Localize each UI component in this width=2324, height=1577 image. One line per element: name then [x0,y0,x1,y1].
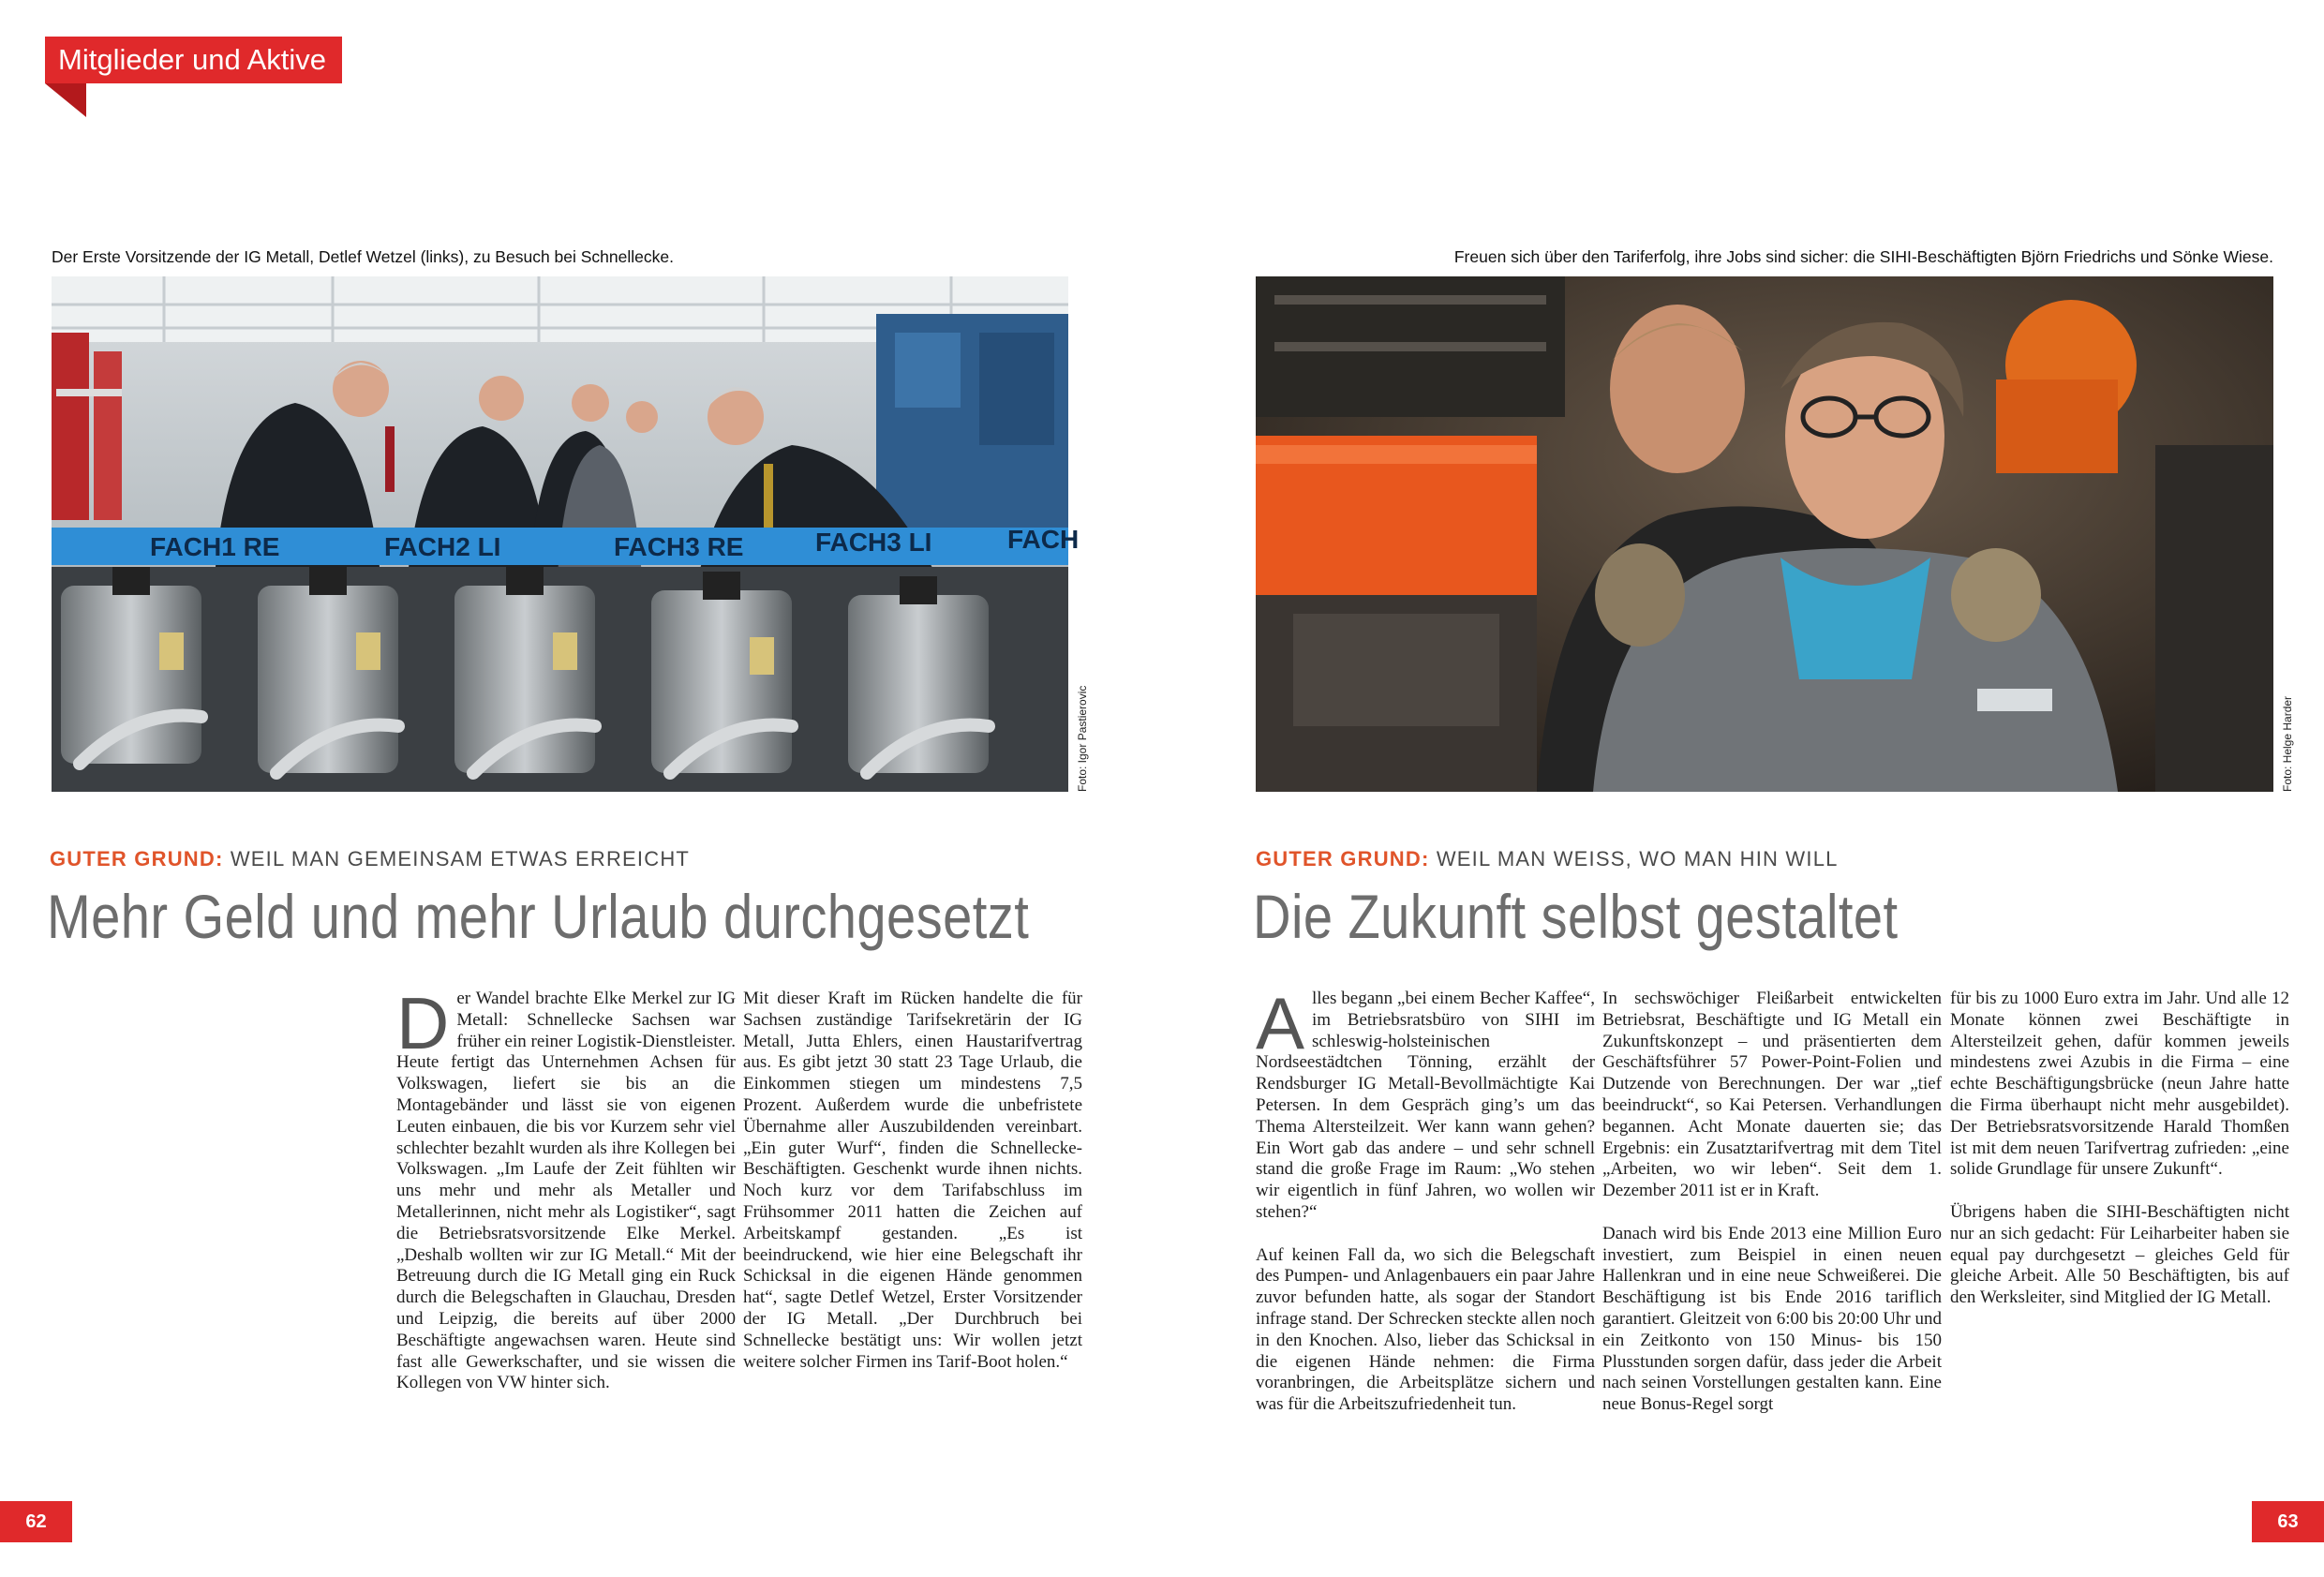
dropcap-left: D [396,982,450,1064]
page-number-right: 63 [2252,1501,2324,1542]
article-left-column-1 [396,982,736,1394]
photo-factory-visit [52,276,1080,792]
section-tag-fold [45,83,86,117]
photo-credit-left: Foto: Igor Pastierovic [1076,685,1089,792]
article-right-text-3b: Übrigens haben die SIHI-Beschäftigten nicht nur an sich gedacht: Für Leiharbeiter haben sie equal pay durchgesetzt – gleiches Geld für gleiche Arbeit. Alle 50 Beschäftigten, bis auf den Werksleiter, sind Mitglied der IG Metall. [1950,1201,2289,1308]
article-right-text-3a: für bis zu 1000 Euro extra im Jahr. Und alle 12 Monate können zwei Beschäftigte in Altersteilzeit gehen, dafür kommen jeweils mindestens zwei Azubis in die Firma – eine echte Beschäftigungsbrücke (neun Jahre hatte die Firma überhaupt nicht mehr ausgebildet). Der Betriebsratsvorsitzende Harald Thomßen ist mit dem neuen Tarifvertrag zufrieden: „eine solide Grundlage für unsere Zukunft“. [1950,989,2289,1180]
article-right-text-2a: In sechswöchiger Fleißarbeit entwickelten Betriebsrat, Beschäftigte und IG Metall ein Zukunftskonzept – und präsentierten dem Geschäftsführer 57 Power-Point-Folien und Dutzende von Berechnungen. Der war „tief beeindruckt“, so Kai Petersen. Verhandlungen begannen. Acht Monate dauerten sie; das Ergebnis: ein Zusatztarifvertrag mit dem Titel „Arbeiten, wo wir leben“. Seit dem 1. Dezember 2011 ist er in Kraft. [1602,989,1942,1201]
tape-label-3: FACH3 RE [614,532,744,561]
article-right-text-1b: Auf keinen Fall da, wo sich die Belegschaft des Pumpen- und Anlagenbauers ein paar Jahre zuvor befunden hatte, als sogar der Standort infrage stand. Der Schrecken steckte allen noch in den Knochen. Also, lieber das Schicksal in die eigenen Hände nehmen: die Firma voranbringen, die Arbeitsplätze sichern und was für die Arbeitszufriedenheit tun. [1256,1244,1595,1415]
kicker-right [1256,847,1839,871]
photo-caption-left: Der Erste Vorsitzende der IG Metall, Detlef Wetzel (links), zu Besuch bei Schnellecke. [52,247,674,266]
tape-label-5: FACH [1007,525,1080,554]
kicker-text-right: WEIL MAN WEISS, WO MAN HIN WILL [1436,847,1839,870]
headline-right: Die Zukunft selbst gestaltet [1253,882,1899,951]
article-right-text-2b: Danach wird bis Ende 2013 eine Million Euro investiert, zum Beispiel in einen neuen Hallenkran und in eine neue Schweißerei. Die Beschäftigung ist bis Ende 2016 tariflich garantiert. Gleitzeit von 6:00 bis 20:00 Uhr und ein Zeitkonto von 150 Minus- bis 150 Plusstunden sorgen dafür, dass jeder die Arbeit nach seinen Vorstellungen gestalten kann. Eine neue Bonus-Regel sorgt [1602,1223,1942,1415]
kicker-left [50,847,690,871]
tape-label-4: FACH3 LI [815,528,932,557]
tape-label-2: FACH2 LI [384,532,501,561]
tape-label-1: FACH1 RE [150,532,280,561]
photo-credit-right: Foto: Helge Harder [2281,695,2294,792]
article-right-column-1 [1256,982,1595,1416]
photo-sihi-workers [1256,276,2273,792]
photo-caption-right: Freuen sich über den Tariferfolg, ihre Jobs sind sicher: die SIHI-Beschäftigten Björn Friedrichs und Sönke Wiese. [1453,247,2273,266]
article-left-column-2 [743,989,1082,1373]
dropcap-right: A [1256,982,1305,1064]
article-right-column-2 [1602,989,1942,1416]
article-right-column-3 [1950,989,2289,1309]
article-right-text-1a: lles begann „bei einem Becher Kaffee“, im Betriebsratsbüro von SIHI im schleswig-holsteinischen Nordseestädtchen Tönning, erzählt der Rendsburger IG Metall-Bevollmächtigte Kai Petersen. In dem Gespräch ging’s um das Thema Altersteilzeit. Wer kann wann gehen? Ein Wort gab das andere – und sehr schnell stand die große Frage im Raum: „Wo stehen wir eigentlich in fünf Jahren, wo wollen wir stehen?“ [1256,989,1595,1222]
kicker-label-right: GUTER GRUND: [1256,847,1430,870]
page-number-left: 62 [0,1501,72,1542]
section-tag-label: Mitglieder und Aktive [58,43,327,76]
kicker-label-left: GUTER GRUND: [50,847,224,870]
kicker-text-left: WEIL MAN GEMEINSAM ETWAS ERREICHT [230,847,691,870]
article-left-text-1: er Wandel brachte Elke Merkel zur IG Metall: Schnellecke Sachsen war früher ein reiner Logistik-Dienstleister. Heute fertigt das Unternehmen Achsen für Volkswagen, liefert sie bis an die Montagebänder und lässt sie von eigenen Leuten einbauen, die bis vor Kurzem sehr viel schlechter bezahlt wurden als ihre Kollegen bei Volkswagen. „Im Laufe der Zeit fühlten wir uns mehr und mehr als Metaller und Metallerinnen, nicht mehr als Logistiker“, sagt die Betriebsratsvorsitzende Elke Merkel. „Deshalb wollten wir zur IG Metall.“ Mit der Betreuung durch die IG Metall ging ein Ruck durch die Belegschaften in Glauchau, Dresden und Leipzig, die bereits auf über 2000 Beschäftigte angewachsen waren. Heute sind fast alle Gewerkschafter, und sie wissen die Kollegen von VW hinter sich. [396,989,736,1393]
headline-left: Mehr Geld und mehr Urlaub durchgesetzt [47,882,1030,951]
article-left-text-2: Mit dieser Kraft im Rücken handelte die für Sachsen zuständige Tarifsekretärin der IG Metall, Jutta Ehlers, einen Haustarifvertrag aus. Es gibt jetzt 30 statt 23 Tage Urlaub, die Einkommen stiegen um mindestens 7,5 Prozent. Außerdem wurde die unbefristete Übernahme aller Auszubildenden vereinbart. „Ein guter Wurf“, finden die Schnellecke-Beschäftigten. Geschenkt wurde ihnen nichts. Noch kurz vor dem Tarifabschluss im Frühsommer 2011 hatten die Zeichen auf Arbeitskampf gestanden. „Es ist beeindruckend, wie hier eine Belegschaft ihr Schicksal in die eigenen Hände genommen hat“, sagte Detlef Wetzel, Erster Vorsitzender der IG Metall. „Der Durchbruch bei Schnellecke bestätigt uns: Wir wollen jetzt weitere solcher Firmen ins Tarif-Boot holen.“ [743,989,1082,1372]
